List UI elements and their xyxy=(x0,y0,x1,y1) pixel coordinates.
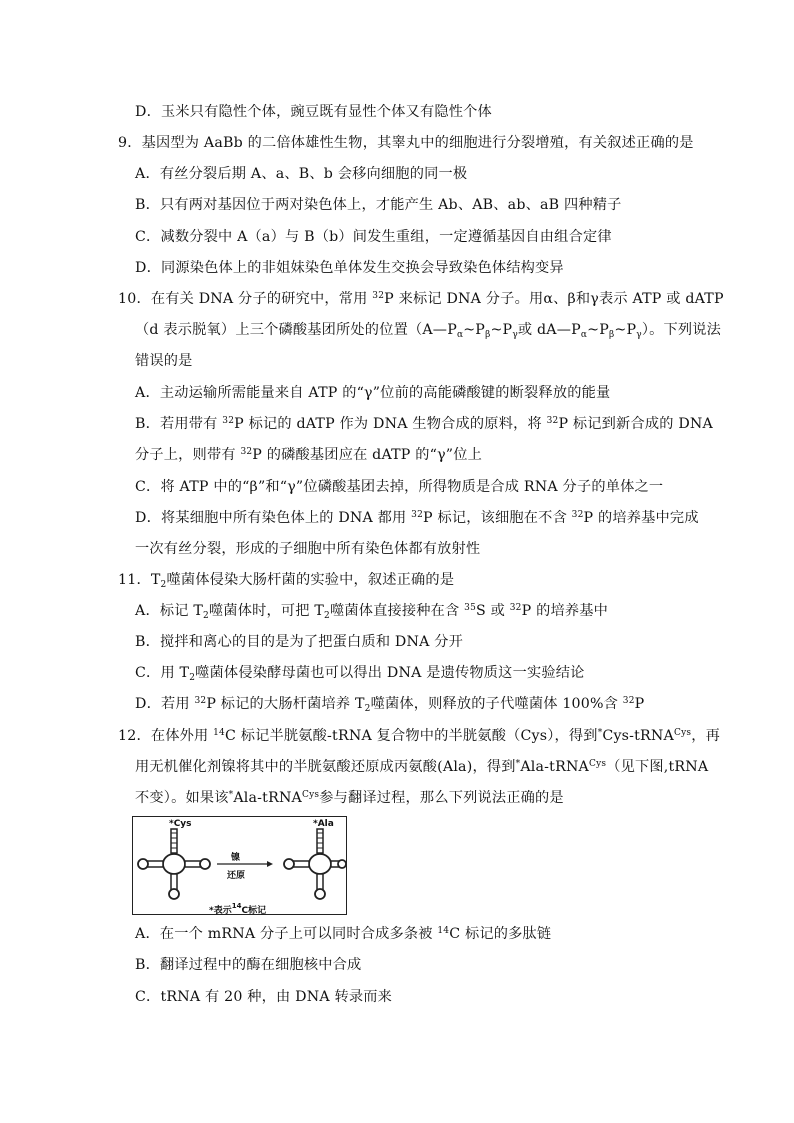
trna-left-icon xyxy=(138,829,210,899)
q12-stem-line1: 12．在体外用 $^{14}$C 标记半胱氨酸-tRNA 复合物中的半胱氨酸（Cys），得到*Cys-tRNA$^{Cys}$，再 xyxy=(118,728,720,744)
q12-stem-line3: 不变）。如果该*Ala-tRNA$^{Cys}$参与翻译过程，那么下列说法正确的是 xyxy=(135,790,564,806)
figure-left-label: *Cys xyxy=(169,819,192,829)
q10-option-d-line1: D．将某细胞中所有染色体上的 DNA 都用 $^{32}$P 标记，该细胞在不含 $^{32}$P 的培养基中完成 xyxy=(135,510,699,526)
arrow-head-icon xyxy=(267,861,273,867)
q11-option-b: B．搅拌和离心的目的是为了把蛋白质和 DNA 分开 xyxy=(135,634,464,650)
trna-figure xyxy=(132,816,347,915)
q10-option-b-line1: B．若用带有 $^{32}$P 标记的 dATP 作为 DNA 生物合成的原料，将 $^{32}$P 标记到新合成的 DNA xyxy=(135,416,713,432)
trna-right-icon xyxy=(284,829,346,899)
figure-caption: *表示$^{14}$C标记 xyxy=(209,902,267,916)
q8-option-d: D．玉米只有隐性个体，豌豆既有显性个体又有隐性个体 xyxy=(135,104,492,120)
q10-stem-line2: （d 表示脱氧）上三个磷酸基团所处的位置（$A—P_\alpha\sim P_\beta\sim P_\gamma$或 $dA—P_\alpha\sim P_\beta\sim P_\gamma$）。下列说法 xyxy=(135,322,722,340)
q10-option-c: C．将 ATP 中的“β”和“γ”位磷酸基团去掉，所得物质是合成 RNA 分子的单体之一 xyxy=(135,479,664,495)
q10-option-a: A．主动运输所需能量来自 ATP 的“γ”位前的高能磷酸键的断裂释放的能量 xyxy=(135,385,611,401)
q11-option-a: A．标记 $T_2$噬菌体时，可把 $T_2$噬菌体直接接种在含 $^{35}$S 或 $^{32}$P 的培养基中 xyxy=(135,603,609,621)
figure-arrow-top-label: 镍 xyxy=(231,853,241,863)
q10-option-b-line2: 分子上，则带有 $^{32}$P 的磷酸基团应在 dATP 的“γ”位上 xyxy=(135,447,482,463)
q9-stem: 9．基因型为 AaBb 的二倍体雄性生物，其睾丸中的细胞进行分裂增殖，有关叙述正确的是 xyxy=(118,135,694,151)
q12-option-c: C．tRNA 有 20 种，由 DNA 转录而来 xyxy=(135,989,393,1005)
q9-option-d: D．同源染色体上的非姐妹染色单体发生交换会导致染色体结构变异 xyxy=(135,260,564,276)
q10-stem-line1: 10．在有关 DNA 分子的研究中，常用 $^{32}$P 来标记 DNA 分子。用α、β和γ表示 ATP 或 dATP xyxy=(118,291,724,307)
q9-option-b: B．只有两对基因位于两对染色体上，才能产生 Ab、AB、ab、aB 四种精子 xyxy=(135,197,622,213)
q10-stem-line3: 错误的是 xyxy=(135,353,193,369)
q9-option-c: C．减数分裂中 A（a）与 B（b）间发生重组，一定遵循基因自由组合定律 xyxy=(135,229,612,245)
q12-stem-line2: 用无机催化剂镍将其中的半胱氨酸还原成丙氨酸(Ala)，得到*Ala-tRNA$^{Cys}$（见下图,tRNA xyxy=(135,759,709,775)
q12-option-b: B．翻译过程中的酶在细胞核中合成 xyxy=(135,957,362,973)
q11-stem: 11．$T_2$噬菌体侵染大肠杆菌的实验中，叙述正确的是 xyxy=(118,572,455,590)
q12-option-a: A．在一个 mRNA 分子上可以同时合成多条被 $^{14}$C 标记的多肽链 xyxy=(135,926,552,942)
q10-option-d-line2: 一次有丝分裂，形成的子细胞中所有染色体都有放射性 xyxy=(135,541,481,557)
q11-option-c: C．用 $T_2$噬菌体侵染酵母菌也可以得出 DNA 是遗传物质这一实验结论 xyxy=(135,665,585,683)
figure-right-label: *Ala xyxy=(313,819,334,829)
q11-option-d: D．若用 $^{32}$P 标记的大肠杆菌培养 $T_2$噬菌体，则释放的子代噬菌体 100%含 $^{32}$P xyxy=(135,696,645,714)
figure-arrow-bottom-label: 还原 xyxy=(227,871,246,881)
q9-option-a: A．有丝分裂后期 A、a、B、b 会移向细胞的同一极 xyxy=(135,166,468,182)
